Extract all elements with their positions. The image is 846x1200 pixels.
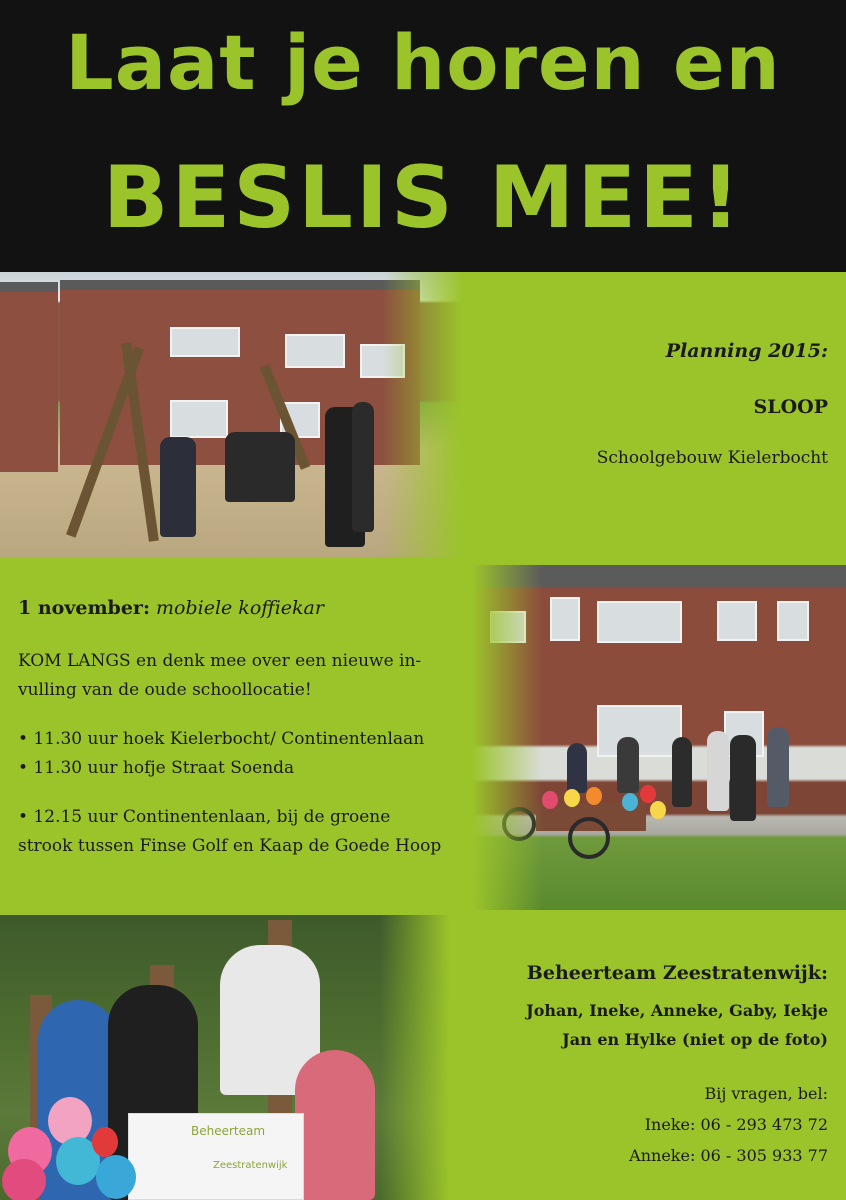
event-date: 1 november:: [18, 597, 150, 619]
headline-line-1: Laat je horen en: [65, 18, 781, 107]
person: [160, 437, 196, 537]
balloon: [622, 793, 638, 811]
window: [170, 327, 240, 357]
event-heading: [18, 594, 498, 623]
balloon: [586, 787, 602, 805]
banner-word-1: Beheerteam: [191, 1124, 266, 1138]
event-stop-1: • 11.30 uur hoek Kielerbocht/ Continentenlaan: [18, 729, 425, 749]
window: [597, 601, 682, 643]
person: [672, 737, 692, 807]
person: [225, 432, 295, 502]
contact-anneke: Anneke: 06 - 305 933 77: [629, 1146, 828, 1165]
balloon: [92, 1127, 118, 1157]
contact-ineke: Ineke: 06 - 293 473 72: [644, 1115, 828, 1134]
person: [767, 727, 789, 807]
house-left: [0, 282, 58, 472]
event-subject: mobiele koffiekar: [156, 597, 324, 619]
contact-block: [526, 1078, 828, 1171]
event-intro-line-1: KOM LANGS en denk mee over een nieuwe in-: [18, 651, 422, 671]
event-stop-3-cont: strook tussen Finse Golf en Kaap de Goede Hoop: [18, 836, 442, 856]
window: [550, 597, 580, 641]
team-title: Beheerteam Zeestratenwijk:: [526, 962, 828, 984]
balloon: [640, 785, 656, 803]
event-block: [18, 594, 498, 861]
planning-building: Schoolgebouw Kielerbocht: [596, 448, 828, 468]
person: [707, 731, 729, 811]
playground-photo: [0, 272, 462, 557]
event-intro-line-2: vulling van de oude schoollocatie!: [18, 680, 312, 700]
person: [567, 743, 587, 793]
person: [295, 1050, 375, 1200]
window: [717, 601, 757, 641]
balloon: [542, 791, 558, 809]
team-names-line-1: Johan, Ineke, Anneke, Gaby, Iekje: [526, 1001, 828, 1020]
event-stop-3: • 12.15 uur Continentenlaan, bij de groene: [18, 807, 391, 827]
balloon: [96, 1155, 136, 1199]
person: [617, 737, 639, 793]
event-stop-2: • 11.30 uur hofje Straat Soenda: [18, 758, 295, 778]
team-banner: [128, 1113, 304, 1200]
header-banner: [0, 0, 846, 272]
questions-label: Bij vragen, bel:: [704, 1084, 828, 1103]
balloon: [2, 1159, 46, 1200]
window: [285, 334, 345, 368]
window: [597, 705, 682, 757]
photo-fade: [382, 272, 462, 557]
team-names: [526, 996, 828, 1054]
balloon: [564, 789, 580, 807]
person: [730, 735, 756, 821]
window: [777, 601, 809, 641]
spacer: [18, 705, 498, 725]
planning-action: SLOOP: [753, 396, 828, 418]
team-photo: [0, 915, 450, 1200]
spacer: [18, 783, 498, 803]
bike-wheel: [568, 817, 610, 859]
planning-title: Planning 2015:: [665, 340, 828, 362]
planning-block: [597, 340, 828, 468]
banner-word-2: Zeestratenwijk: [213, 1160, 288, 1171]
person: [352, 402, 374, 532]
window: [170, 400, 228, 438]
street-photo: [472, 565, 846, 910]
team-block: [526, 962, 828, 1171]
balloon: [650, 801, 666, 819]
photo-fade: [380, 915, 450, 1200]
headline-line-2: BESLIS MEE!: [102, 148, 744, 248]
team-names-line-2: Jan en Hylke (niet op de foto): [562, 1030, 828, 1049]
